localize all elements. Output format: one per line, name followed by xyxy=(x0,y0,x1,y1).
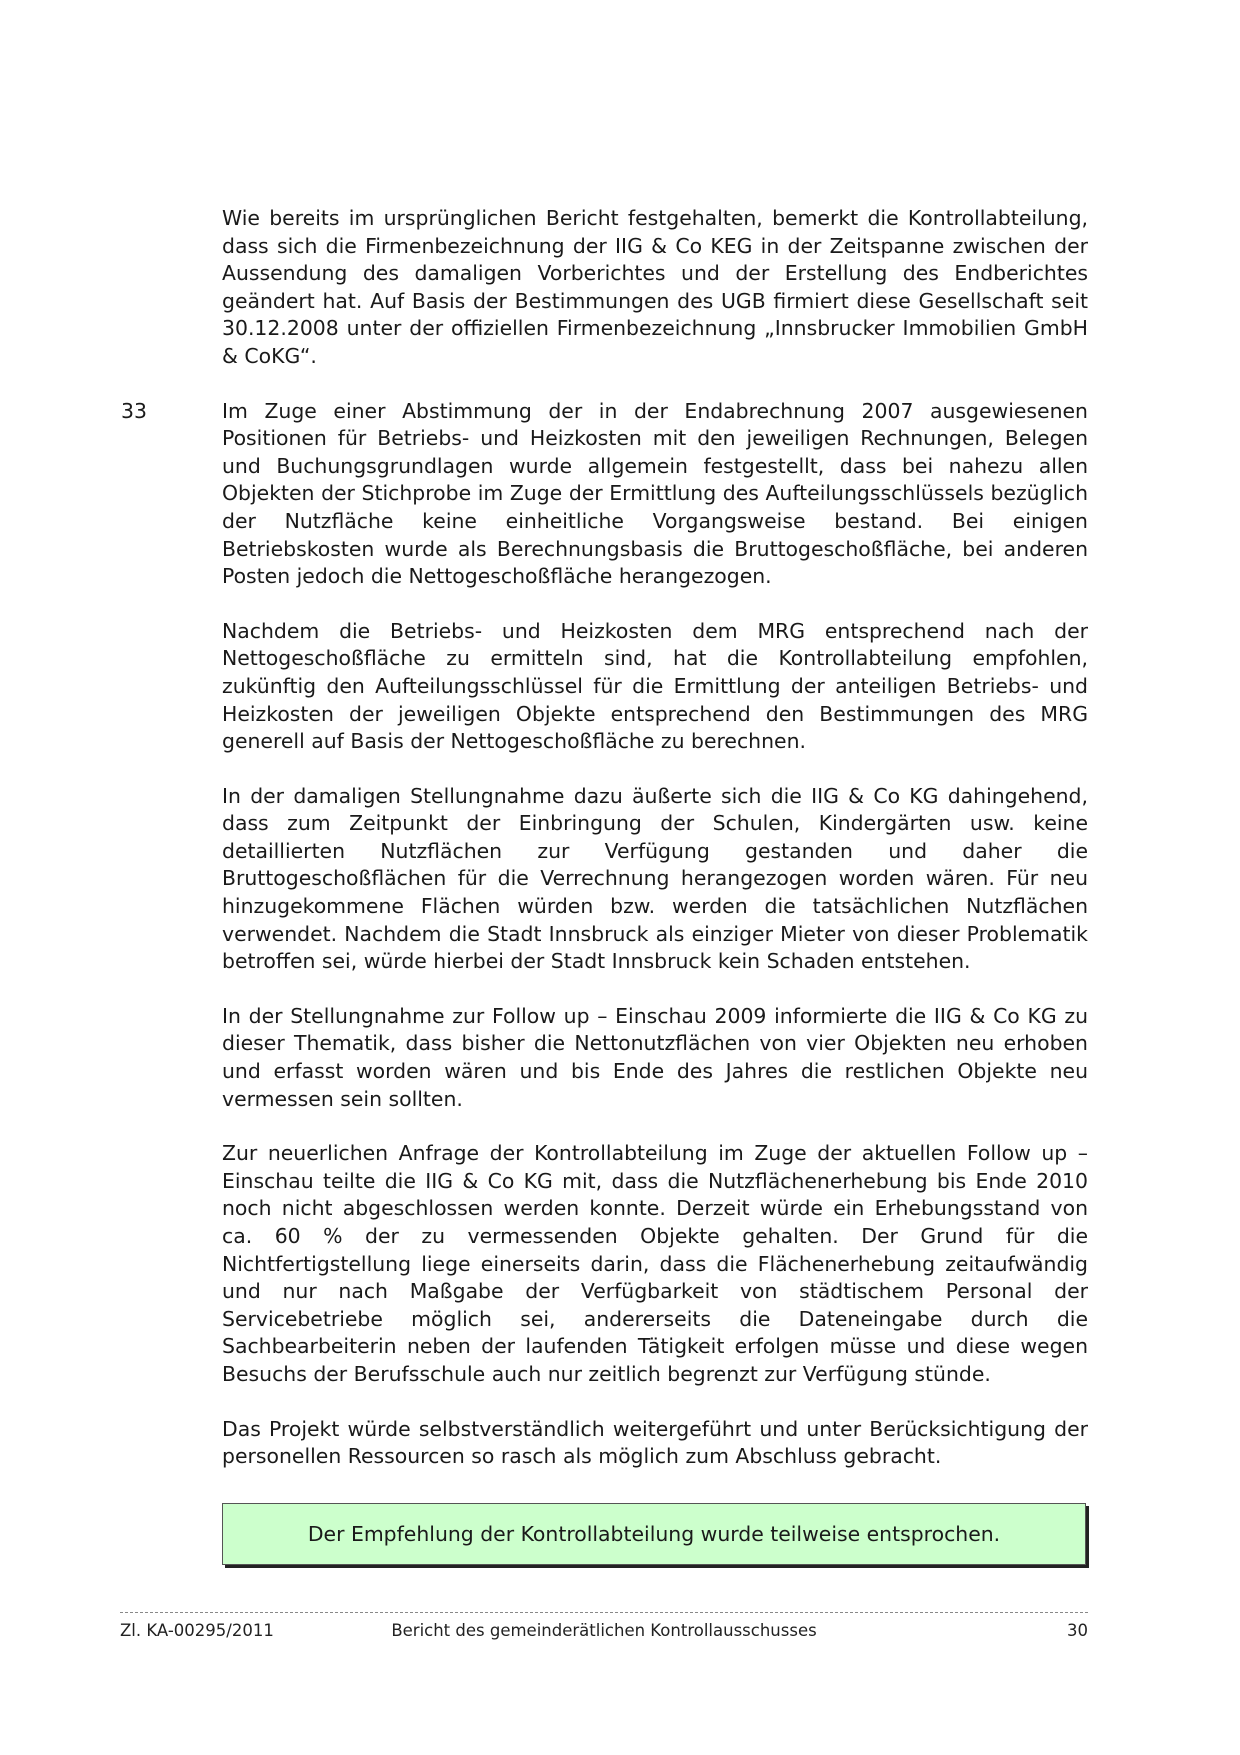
paragraph: Wie bereits im ursprünglichen Bericht festgehalten, bemerkt die Kontrollabteilung, dass sich die Firmenbezeichnung der IIG & Co KEG in der Zeitspanne zwischen der Aussendung des damaligen Vorberichtes und der Erstellung des Endberichtes geändert hat. Auf Basis der Bestimmungen des UGB firmiert diese Gesellschaft seit 30.12.2008 unter der offiziellen Firmenbezeichnung „Innsbrucker Immobilien GmbH & CoKG“. xyxy=(222,206,1088,368)
footer-divider xyxy=(120,1612,1088,1613)
paragraph: Das Projekt würde selbstverständlich weitergeführt und unter Berücksichtigung der personellen Ressourcen so rasch als möglich zum Abschluss gebracht. xyxy=(222,1416,1088,1469)
paragraph: In der damaligen Stellungnahme dazu äußerte sich die IIG & Co KG dahingehend, dass zum Zeitpunkt der Einbringung der Schulen, Kindergärten usw. keine detaillierten Nutzflächen zur Verfügung gestanden und daher die Bruttogeschoßflächen für die Verrechnung herangezogen worden wären. Für neu hinzugekommene Flächen würden bzw. werden die tatsächlichen Nutzflächen verwendet. Nachdem die Stadt Innsbruck als einziger Mieter von dieser Problematik betroffen sei, würde hierbei der Stadt Innsbruck kein Schaden entstehen. xyxy=(222,783,1088,974)
footer-report-title: Bericht des gemeinderätlichen Kontrollausschusses xyxy=(391,1621,817,1640)
paragraph: Zur neuerlichen Anfrage der Kontrollabteilung im Zuge der aktuellen Follow up – Einschau teilte die IIG & Co KG mit, dass die Nutzflächenerhebung bis Ende 2010 noch nicht abgeschlossen werden konnte. Derzeit würde ein Erhebungsstand von ca. 60 % der zu vermessenden Objekte gehalten. Der Grund für die Nichtfertigstellung liege einerseits darin, dass die Flächenerhebung zeitaufwändig und nur nach Maßgabe der Verfügbarkeit von städtischem Personal der Servicebetriebe möglich sei, andererseits die Dateneingabe durch die Sachbearbeiterin neben der laufenden Tätigkeit erfolgen müsse und diese wegen Besuchs der Berufsschule auch nur zeitlich begrenzt zur Verfügung stünde. xyxy=(222,1141,1088,1386)
numbered-section xyxy=(121,398,1088,591)
body-text xyxy=(121,205,1088,1498)
footer-file-number: Zl. KA-00295/2011 xyxy=(120,1621,274,1640)
paragraph: Im Zuge einer Abstimmung der in der Endabrechnung 2007 ausgewiesenen Positionen für Betriebs- und Heizkosten mit den jeweiligen Rechnungen, Belegen und Buchungsgrundlagen wurde allgemein festgestellt, dass bei nahezu allen Objekten der Stichprobe im Zuge der Ermittlung des Aufteilungsschlüssels bezüglich der Nutzfläche keine einheitliche Vorgangsweise bestand. Bei einigen Betriebskosten wurde als Berechnungsbasis die Bruttogeschoßfläche, bei anderen Posten jedoch die Nettogeschoßfläche herangezogen. xyxy=(222,398,1088,589)
recommendation-result-text: Der Empfehlung der Kontrollabteilung wurde teilweise entsprochen. xyxy=(307,1522,1001,1546)
paragraph-number: 33 xyxy=(121,398,147,423)
paragraph: Nachdem die Betriebs- und Heizkosten dem MRG entsprechend nach der Nettogeschoßfläche zu ermitteln sind, hat die Kontrollabteilung empfohlen, zukünftig den Aufteilungsschlüssel für die Ermittlung der anteiligen Betriebs- und Heizkosten der jeweiligen Objekte entsprechend den Bestimmungen des MRG generell auf Basis der Nettogeschoßfläche zu berechnen. xyxy=(222,618,1088,754)
recommendation-result-box xyxy=(222,1503,1086,1565)
footer-page-number: 30 xyxy=(1067,1621,1088,1640)
paragraph: In der Stellungnahme zur Follow up – Einschau 2009 informierte die IIG & Co KG zu dieser Thematik, dass bisher die Nettonutzflächen von vier Objekten neu erhoben und erfasst worden wären und bis Ende des Jahres die restlichen Objekte neu vermessen sein sollten. xyxy=(222,1003,1088,1111)
